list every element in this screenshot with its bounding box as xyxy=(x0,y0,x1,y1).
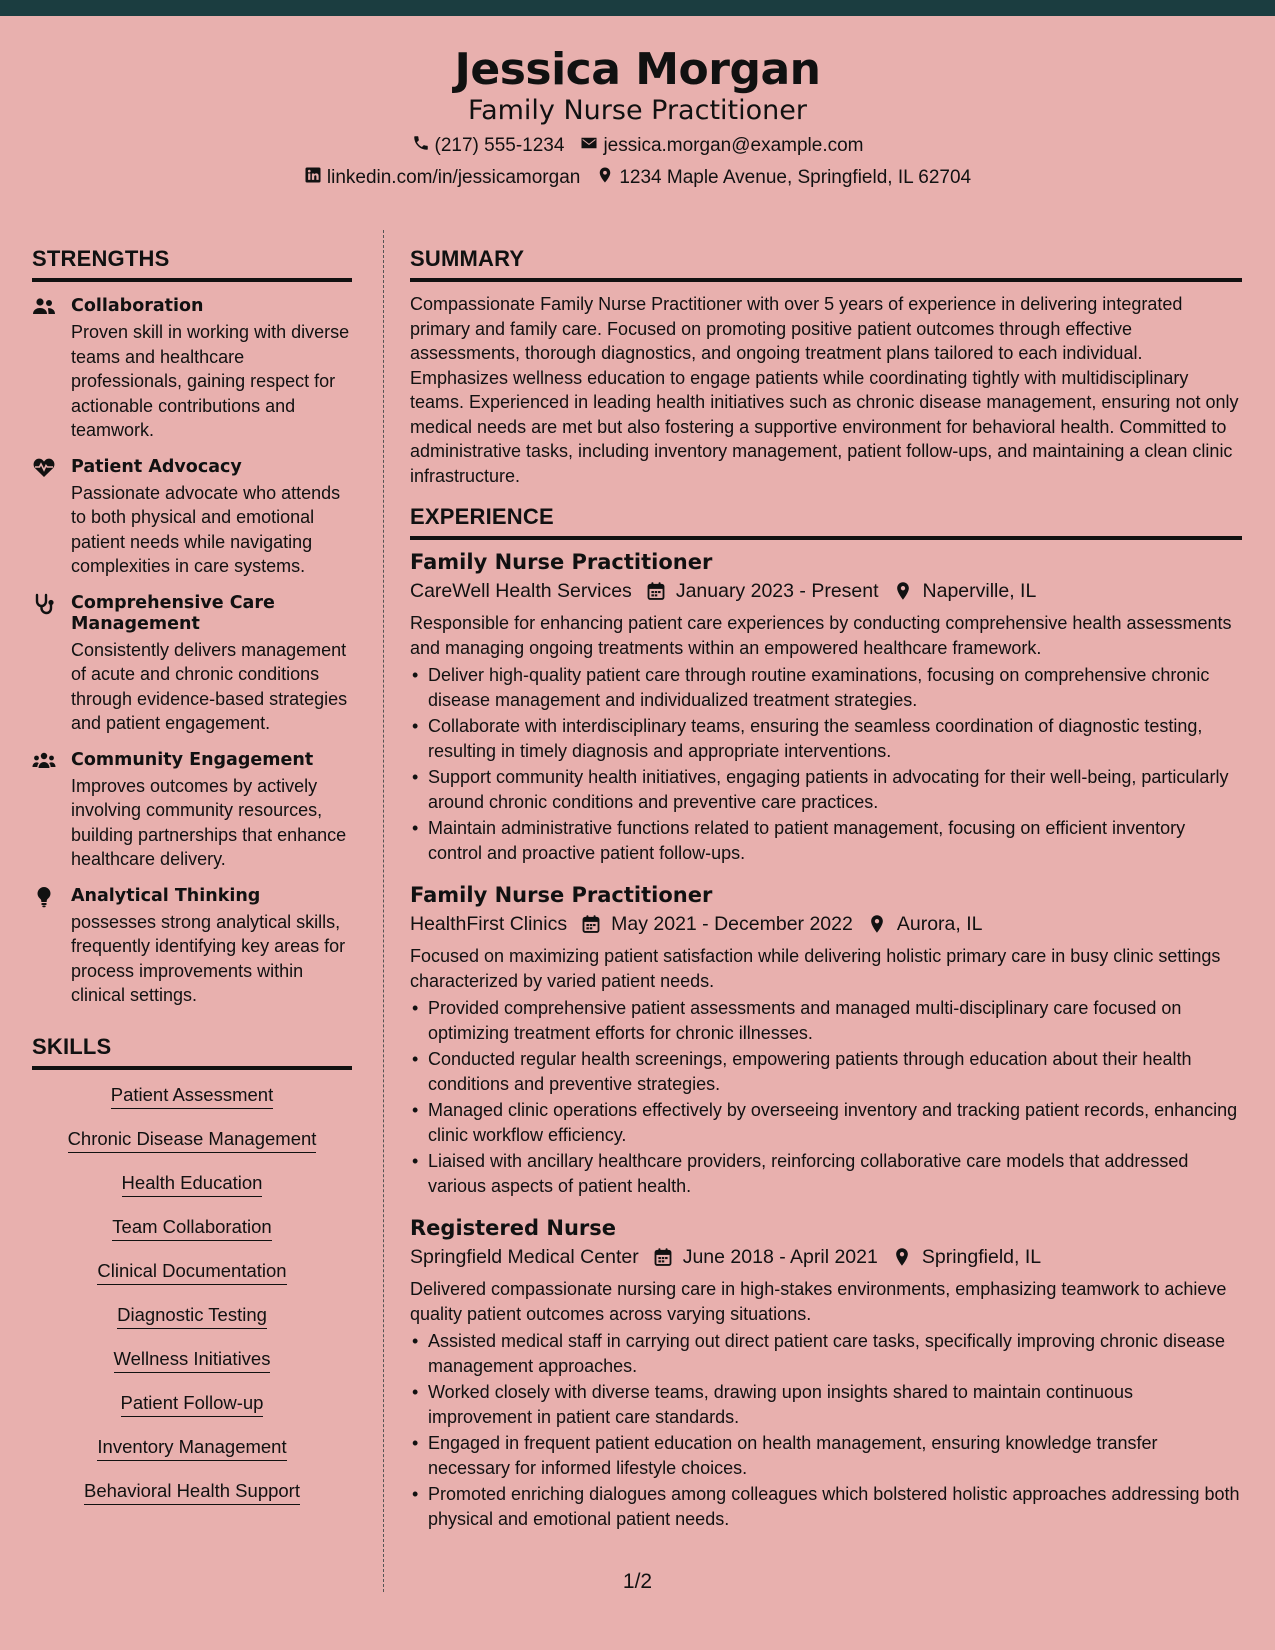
left-column xyxy=(32,246,352,1524)
page-number: 1/2 xyxy=(622,1570,653,1593)
candidate-title: Family Nurse Practitioner xyxy=(468,95,807,126)
strength-item xyxy=(32,593,352,736)
users-icon xyxy=(32,296,56,318)
skill-item: Clinical Documentation xyxy=(97,1260,286,1285)
strength-item xyxy=(32,886,352,1008)
strength-name: Comprehensive Care Management xyxy=(71,592,275,634)
skills-heading: SKILLS xyxy=(32,1034,352,1070)
linkedin-icon xyxy=(304,166,322,190)
job-description: Responsible for enhancing patient care experiences by conducting comprehensive health assessments and managing ongoing treatments within an empowered healthcare framework. xyxy=(410,613,1232,658)
email-text[interactable]: jessica.morgan@example.com xyxy=(603,135,864,156)
strength-desc: Improves outcomes by actively involving community resources, building partnerships that enhance healthcare delivery. xyxy=(71,775,347,869)
strength-desc: possesses strong analytical skills, frequently identifying key areas for process improvements within clinical settings. xyxy=(71,911,346,1005)
linkedin-contact[interactable] xyxy=(304,166,580,190)
job-company: HealthFirst Clinics xyxy=(410,913,568,935)
job-dates: May 2021 - December 2022 xyxy=(611,913,853,935)
skill-item: Diagnostic Testing xyxy=(117,1304,267,1329)
job-meta xyxy=(410,909,1242,939)
skill-item: Inventory Management xyxy=(97,1436,286,1461)
map-pin-icon xyxy=(879,581,923,601)
skill-item: Patient Assessment xyxy=(111,1084,273,1109)
strength-desc: Consistently delivers management of acute and chronic conditions through evidence-based strategies and patient engagement. xyxy=(71,639,348,733)
strength-name: Community Engagement xyxy=(71,749,314,770)
job-meta xyxy=(410,1242,1242,1272)
job-description: Delivered compassionate nursing care in high-stakes environments, emphasizing teamwork to achieve quality patient outcomes across varying situations. xyxy=(410,1279,1227,1324)
job-entry xyxy=(410,881,1242,1198)
right-column xyxy=(410,246,1242,1533)
map-pin-icon xyxy=(596,166,614,190)
job-bullet: • Engaged in frequent patient education on health management, ensuring knowledge transfer necessary for informed lifestyle choices. xyxy=(410,1431,1242,1480)
skill-item: Team Collaboration xyxy=(112,1216,271,1241)
contact-row-2 xyxy=(0,166,1275,190)
skill-item: Chronic Disease Management xyxy=(68,1128,317,1153)
job-entry xyxy=(410,1214,1242,1531)
job-bullet: • Maintain administrative functions related to patient management, focusing on efficient inventory control and proactive patient follow-ups. xyxy=(410,816,1242,865)
job-bullet: • Deliver high-quality patient care through routine examinations, focusing on comprehensive chronic disease management and individualized treatment strategies. xyxy=(410,663,1242,712)
strength-name: Patient Advocacy xyxy=(71,456,242,477)
address-text: 1234 Maple Avenue, Springfield, IL 62704 xyxy=(619,167,972,188)
job-bullets xyxy=(410,1329,1242,1531)
job-bullets xyxy=(410,996,1242,1198)
map-pin-icon xyxy=(853,914,897,934)
experience-heading: EXPERIENCE xyxy=(410,504,1242,540)
job-entry xyxy=(410,548,1242,865)
job-bullet: • Conducted regular health screenings, empowering patients through education about their health conditions and preventive strategies. xyxy=(410,1047,1242,1096)
skills-list xyxy=(32,1084,352,1524)
email-contact[interactable] xyxy=(580,134,863,158)
map-pin-icon xyxy=(878,1247,922,1267)
top-accent-bar xyxy=(0,0,1275,16)
lightbulb-icon xyxy=(32,886,56,908)
address-contact xyxy=(596,166,971,190)
resume-header xyxy=(0,16,1275,204)
strength-item xyxy=(32,457,352,579)
job-location: Springfield, IL xyxy=(921,1246,1042,1268)
job-description: Focused on maximizing patient satisfaction while delivering holistic primary care in busy clinic settings characterized by varied patient needs. xyxy=(410,946,1221,991)
job-bullet: • Liaised with ancillary healthcare providers, reinforcing collaborative care models that addressed various aspects of patient health. xyxy=(410,1149,1242,1198)
job-bullet: • Collaborate with interdisciplinary teams, ensuring the seamless coordination of diagnostic testing, resulting in timely diagnosis and appropriate interventions. xyxy=(410,714,1242,763)
people-group-icon xyxy=(32,750,56,772)
strength-name: Collaboration xyxy=(71,296,204,316)
heartbeat-icon xyxy=(32,457,56,479)
job-bullet: • Promoted enriching dialogues among colleagues which bolstered holistic approaches addressing both physical and emotional patient needs. xyxy=(410,1482,1242,1531)
summary-heading: SUMMARY xyxy=(410,246,1242,282)
job-bullet: • Support community health initiatives, engaging patients in advocating for their well-being, particularly around chronic conditions and preventive care practices. xyxy=(410,765,1242,814)
strength-name: Analytical Thinking xyxy=(71,885,261,906)
envelope-icon xyxy=(580,134,598,158)
job-bullet: • Worked closely with diverse teams, drawing upon insights shared to maintain continuous improvement in patient care standards. xyxy=(410,1380,1242,1429)
calendar-icon xyxy=(632,581,676,601)
candidate-name: Jessica Morgan xyxy=(454,44,821,95)
strength-desc: Passionate advocate who attends to both physical and emotional patient needs while navigating complexities in care systems. xyxy=(71,482,341,576)
job-bullet: • Assisted medical staff in carrying out direct patient care tasks, specifically improving chronic disease management approaches. xyxy=(410,1329,1242,1378)
job-title: Family Nurse Practitioner xyxy=(410,883,713,907)
calendar-icon xyxy=(567,914,611,934)
job-dates: June 2018 - April 2021 xyxy=(682,1246,878,1268)
job-location: Aurora, IL xyxy=(896,913,983,935)
linkedin-text[interactable]: linkedin.com/in/jessicamorgan xyxy=(326,167,581,188)
job-title: Registered Nurse xyxy=(410,1216,616,1240)
job-dates: January 2023 - Present xyxy=(675,580,879,602)
job-company: Springfield Medical Center xyxy=(410,1246,639,1268)
strength-item xyxy=(32,750,352,872)
skill-item: Behavioral Health Support xyxy=(84,1480,300,1505)
stethoscope-icon xyxy=(32,593,56,615)
strength-item xyxy=(32,296,352,443)
phone-text: (217) 555-1234 xyxy=(434,135,565,156)
job-title: Family Nurse Practitioner xyxy=(410,550,713,574)
strengths-heading: STRENGTHS xyxy=(32,246,352,282)
job-location: Naperville, IL xyxy=(922,580,1037,602)
strength-desc: Proven skill in working with diverse teams and healthcare professionals, gaining respect for actionable contributions and teamwork. xyxy=(71,322,350,440)
column-divider xyxy=(383,230,384,1592)
phone-icon xyxy=(412,134,430,158)
contact-row-1 xyxy=(0,134,1275,158)
job-bullet: • Provided comprehensive patient assessments and managed multi-disciplinary care focused on optimizing treatment efforts for chronic illnesses. xyxy=(410,996,1242,1045)
skill-item: Patient Follow-up xyxy=(121,1392,264,1417)
job-bullet: • Managed clinic operations effectively by overseeing inventory and tracking patient records, enhancing clinic workflow efficiency. xyxy=(410,1098,1242,1147)
job-meta xyxy=(410,576,1242,606)
job-company: CareWell Health Services xyxy=(410,580,632,602)
skill-item: Health Education xyxy=(122,1172,263,1197)
job-bullets xyxy=(410,663,1242,865)
phone-contact xyxy=(412,134,565,158)
summary-text: Compassionate Family Nurse Practitioner with over 5 years of experience in delivering integrated primary and family care. Focused on promoting positive patient outcomes through effective assessments, thorough diagnostics, and ongoing treatment plans tailored to each individual. Emphasizes wellness education to engage patients while coordinating tightly with multidisciplinary teams. Experienced in leading health initiatives such as chronic disease management, ensuring not only medical needs are met but also fostering a supportive environment for behavioral health. Committed to administrative tasks, including inventory management, patient follow-ups, and maintaining a clean clinic infrastructure. xyxy=(410,294,1239,486)
calendar-icon xyxy=(639,1247,683,1267)
skill-item: Wellness Initiatives xyxy=(114,1348,271,1373)
